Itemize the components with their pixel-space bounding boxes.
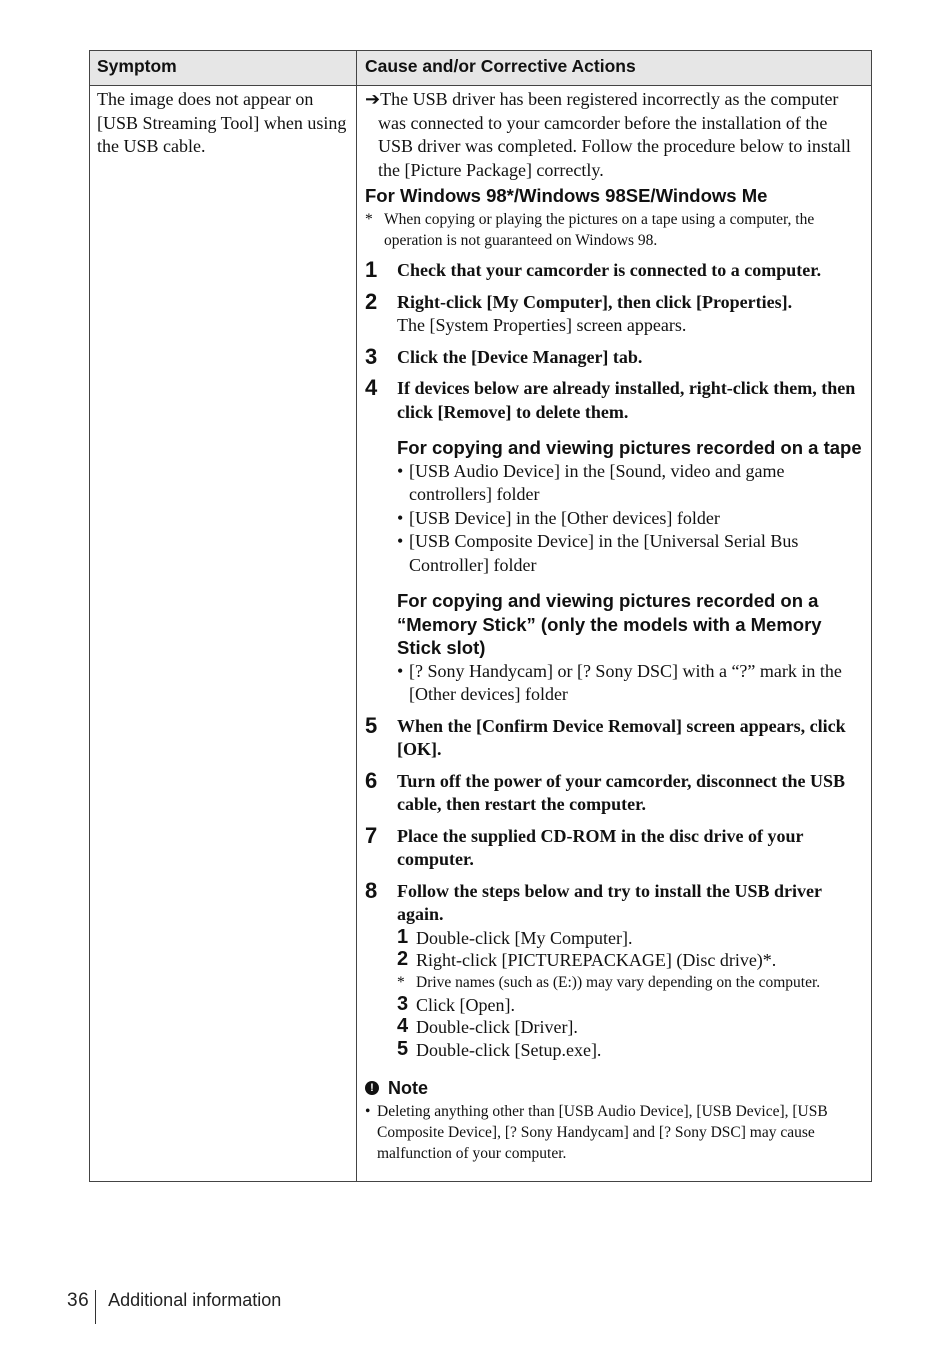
substep-text: Click [Open]. — [416, 994, 515, 1015]
footer-divider — [95, 1290, 96, 1324]
step-text: Check that your camcorder is connected to a computer. — [397, 260, 822, 280]
intro-paragraph — [365, 88, 865, 182]
header-symptom: Symptom — [97, 56, 177, 76]
step-text: When the [Confirm Device Removal] screen appears, click [OK]. — [397, 715, 846, 759]
step-number: 2 — [365, 288, 378, 314]
step-8 — [365, 877, 865, 927]
page-footer — [67, 1290, 281, 1324]
cause-cell — [365, 88, 865, 1164]
substep-1 — [397, 927, 865, 950]
list-item: • [USB Audio Device] in the [Sound, video and game controllers] folder — [397, 460, 785, 504]
column-divider — [356, 51, 357, 1181]
step-number: 6 — [365, 767, 378, 793]
step-text: Follow the steps below and try to install the USB driver again. — [397, 880, 822, 924]
troubleshooting-table — [89, 50, 872, 1182]
list-item: • [USB Device] in the [Other devices] folder — [397, 507, 720, 528]
list-item: • [USB Composite Device] in the [Universal Serial Bus Controller] folder — [397, 531, 799, 575]
substep-footnote — [397, 972, 865, 994]
header-cause: Cause and/or Corrective Actions — [365, 56, 636, 76]
step-number: 3 — [365, 343, 378, 369]
note-heading — [365, 1077, 865, 1099]
note-text: Deleting anything other than [USB Audio Device], [USB Device], [USB Composite Device], [? Sony Handycam] and [? Sony DSC] may cause malfunction of your computer. — [377, 1103, 828, 1162]
step-5 — [365, 712, 865, 762]
substep-footnote-text: Drive names (such as (E:)) may vary depending on the computer. — [416, 973, 821, 991]
step-text: Turn off the power of your camcorder, disconnect the USB cable, then restart the computer. — [397, 770, 845, 814]
substep-text: Double-click [Driver]. — [416, 1017, 578, 1037]
footer-section: Additional information — [108, 1290, 282, 1310]
bullet-text: [USB Device] in the [Other devices] folder — [409, 507, 720, 528]
memory-stick-section-heading: For copying and viewing pictures recorded on a “Memory Stick” (only the models with a Memory Stick slot) — [397, 590, 822, 658]
arrow-icon: ➔ — [365, 89, 381, 109]
step-text: Right-click [My Computer], then click [Properties]. — [397, 291, 793, 312]
page-number: 36 — [67, 1290, 90, 1311]
step-number: 8 — [365, 877, 378, 903]
os-footnote — [365, 209, 865, 251]
list-item: • [? Sony Handycam] or [? Sony DSC] with a “?” mark in the [Other devices] folder — [397, 660, 842, 704]
step-text: If devices below are already installed, right-click them, then click [Remove] to delete them. — [397, 378, 856, 422]
footnote-mark: * — [365, 211, 373, 228]
step-3 — [365, 343, 865, 370]
os-footnote-text: When copying or playing the pictures on a tape using a computer, the operation is not guaranteed on Windows 98. — [384, 211, 815, 249]
os-heading: For Windows 98*/Windows 98SE/Windows Me — [365, 185, 768, 206]
substep-number: 2 — [397, 948, 409, 970]
substep-number: 1 — [397, 925, 409, 948]
step-6 — [365, 767, 865, 817]
substep-2 — [397, 949, 865, 972]
substep-number: 4 — [397, 1015, 409, 1037]
bullet-text: [USB Composite Device] in the [Universal Serial Bus Controller] folder — [409, 531, 799, 575]
note-title: Note — [388, 1078, 428, 1098]
step-number: 7 — [365, 822, 378, 848]
substep-number: 3 — [397, 992, 409, 1015]
footnote-mark: * — [397, 973, 405, 991]
step-4 — [365, 377, 865, 424]
step-1 — [365, 259, 865, 283]
note-item: • Deleting anything other than [USB Audio Device], [USB Device], [USB Composite Device], [? Sony Handycam] and [? Sony DSC] may cause malfunction of your computer. — [365, 1103, 828, 1162]
substep-text: Double-click [Setup.exe]. — [416, 1039, 602, 1060]
symptom-text: The image does not appear on [USB Streaming Tool] when using the USB cable. — [97, 89, 347, 156]
step-number: 5 — [365, 712, 378, 738]
tape-section-heading: For copying and viewing pictures recorded on a tape — [397, 437, 862, 458]
step-text: Click the [Device Manager] tab. — [397, 346, 643, 367]
substep-text: Double-click [My Computer]. — [416, 927, 633, 948]
step-number: 4 — [365, 375, 378, 400]
step-number: 1 — [365, 257, 378, 282]
table-header-row — [90, 51, 871, 86]
intro-text: The USB driver has been registered incorrectly as the computer was connected to your camcorder before the installation of the USB driver was completed. Follow the procedure below to install the [Picture Package] correctly. — [378, 89, 851, 180]
substep-4 — [397, 1016, 865, 1039]
step-text: Place the supplied CD-ROM in the disc drive of your computer. — [397, 825, 804, 869]
substep-number: 5 — [397, 1037, 409, 1060]
substep-5 — [397, 1039, 865, 1062]
bullet-text: [? Sony Handycam] or [? Sony DSC] with a “?” mark in the [Other devices] folder — [409, 660, 842, 704]
step-result: The [System Properties] screen appears. — [397, 315, 687, 335]
bullet-text: [USB Audio Device] in the [Sound, video and game controllers] folder — [409, 460, 785, 504]
step-2 — [365, 288, 865, 338]
note-icon: ! — [365, 1081, 379, 1095]
step-7 — [365, 822, 865, 872]
substep-3 — [397, 994, 865, 1017]
substep-text: Right-click [PICTUREPACKAGE] (Disc drive)*. — [416, 950, 777, 970]
